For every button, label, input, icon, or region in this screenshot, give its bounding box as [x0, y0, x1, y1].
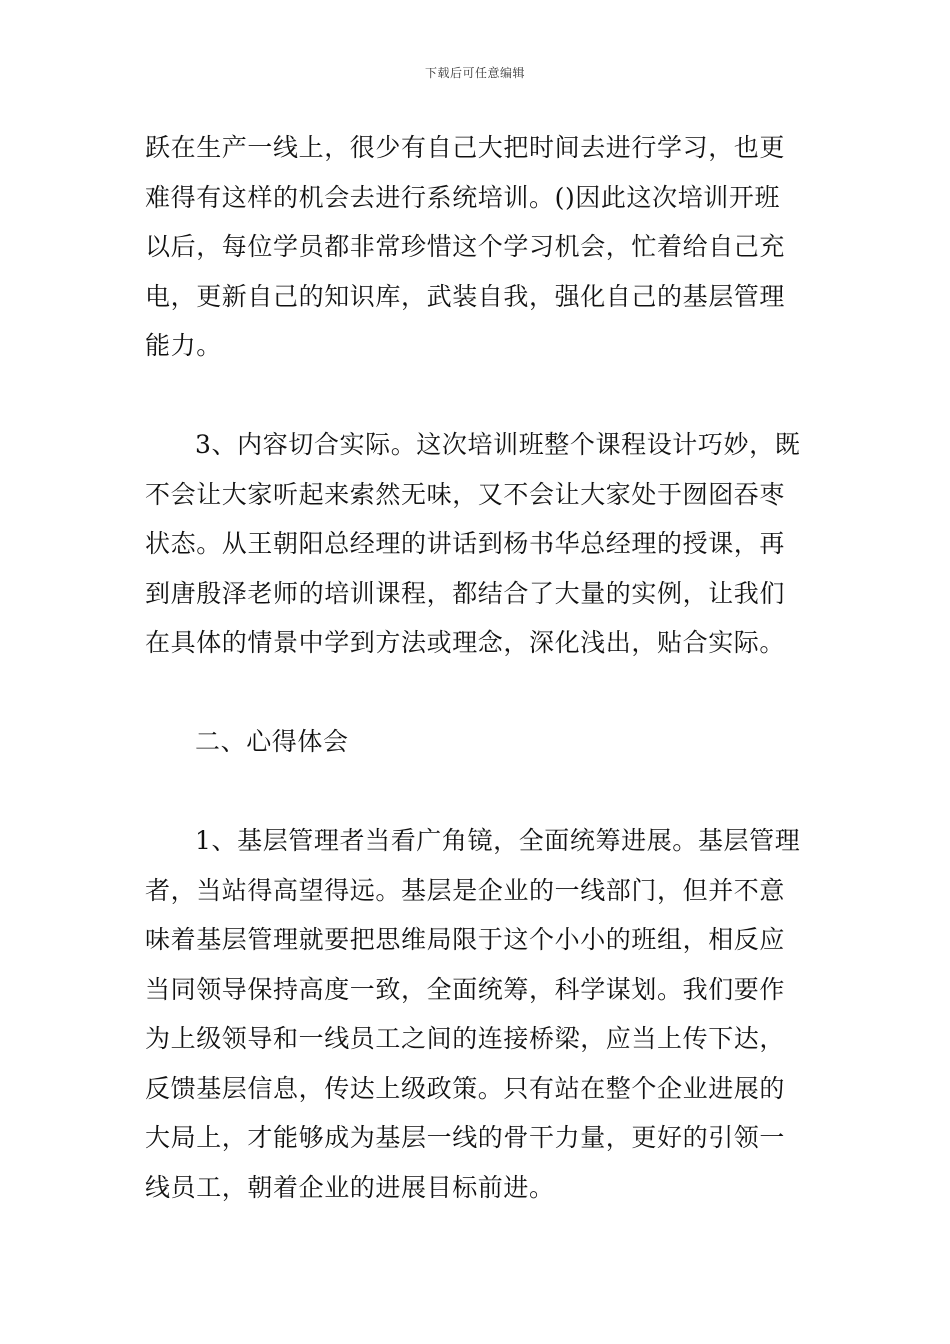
- text-line: 以后，每位学员都非常珍惜这个学习机会，忙着给自己充: [145, 232, 786, 261]
- page-header-note: 下载后可任意编辑: [424, 66, 525, 80]
- section-heading: [145, 717, 807, 767]
- text-line: 状态。从王朝阳总经理的讲话到杨书华总经理的授课，再: [145, 529, 786, 558]
- document-body: [145, 123, 807, 1212]
- text-line: 味着基层管理就要把思维局限于这个小小的班组，相反应: [145, 925, 786, 954]
- text-line: 电，更新自己的知识库，武装自我，强化自己的基层管理: [145, 281, 786, 311]
- text-line: 到唐殷泽老师的培训课程，都结合了大量的实例，让我们: [145, 578, 786, 608]
- text-line: 在具体的情景中学到方法或理念，深化浅出，贴合实际。: [145, 628, 786, 657]
- text-line: 大局上，才能够成为基层一线的骨干力量，更好的引领一: [145, 1123, 786, 1152]
- text-line: 者，当站得高望得远。基层是企业的一线部门，但并不意: [145, 875, 786, 905]
- text-line: 跃在生产一线上，很少有自己大把时间去进行学习，也更: [145, 133, 786, 162]
- text-line: 不会让大家听起来索然无味，又不会让大家处于囫囵吞枣: [145, 479, 786, 509]
- text-line: 3、内容切合实际。这次培训班整个课程设计巧妙，既: [195, 430, 801, 459]
- text-line: 线员工，朝着企业的进展目标前进。: [145, 1172, 555, 1202]
- paragraph-content-practical: [145, 420, 807, 668]
- text-line: 为上级领导和一线员工之间的连接桥梁，应当上传下达，: [145, 1024, 786, 1053]
- heading-line: 二、心得体会: [195, 727, 349, 756]
- paragraph-continuation: [145, 123, 807, 371]
- text-line: 当同领导保持高度一致，全面统筹，科学谋划。我们要作: [145, 974, 786, 1004]
- text-line: 反馈基层信息，传达上级政策。只有站在整个企业进展的: [145, 1073, 786, 1103]
- paragraph-grassroots-management: [145, 816, 807, 1212]
- text-line: 1、基层管理者当看广角镜，全面统筹进展。基层管理: [195, 826, 801, 855]
- text-line: 能力。: [145, 331, 222, 360]
- text-line: 难得有这样的机会去进行系统培训。()因此这次培训开班: [145, 182, 781, 212]
